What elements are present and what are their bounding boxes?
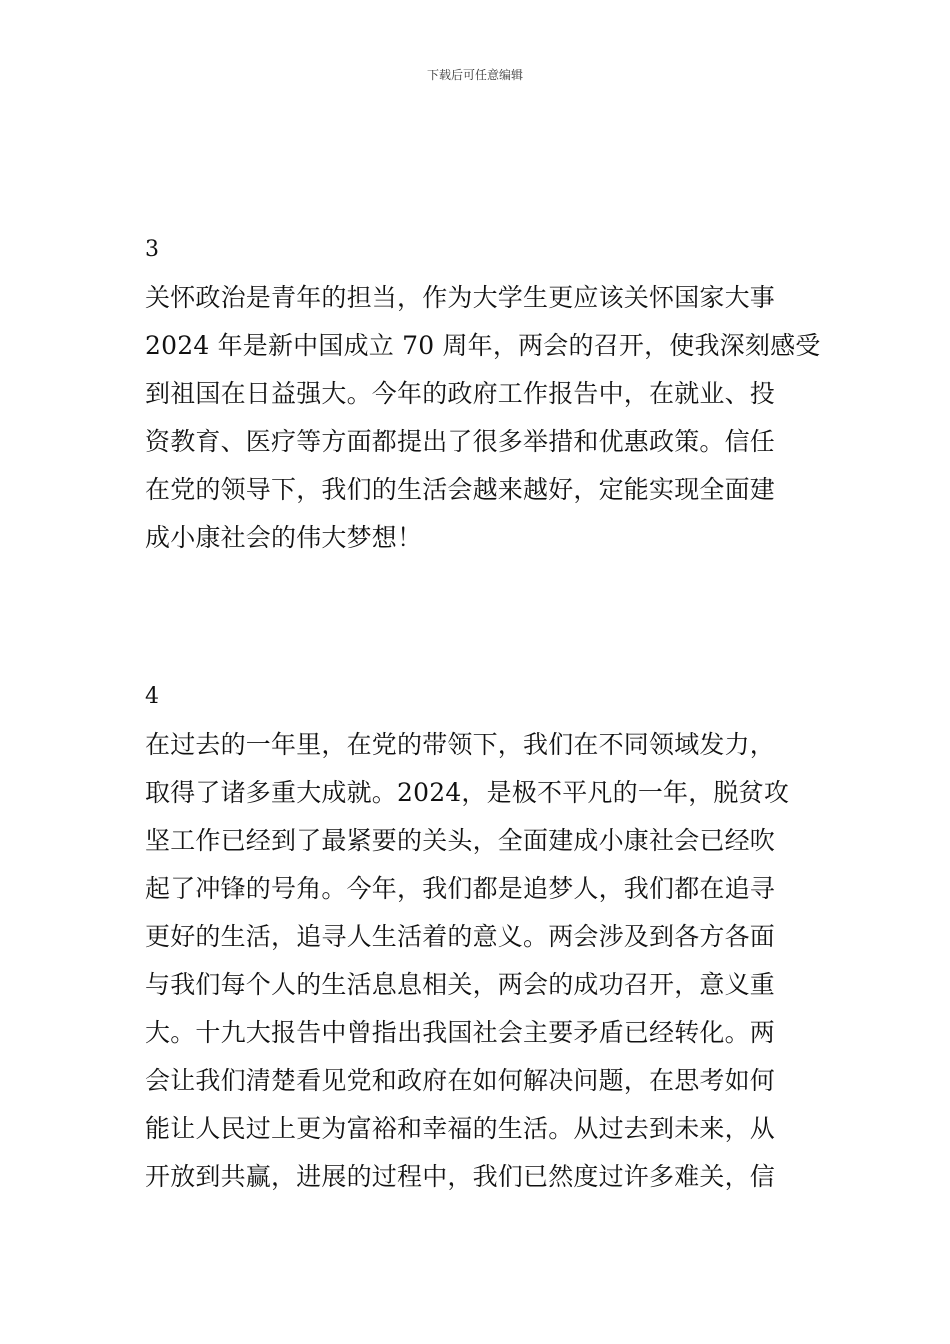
text-line: 在党的领导下，我们的生活会越来越好，定能实现全面建 xyxy=(145,475,776,504)
text-line: 资教育、医疗等方面都提出了很多举措和优惠政策。信任 xyxy=(145,427,776,456)
section-4 xyxy=(145,685,807,1201)
section-3 xyxy=(145,237,821,562)
text-line: 坚工作已经到了最紧要的关头，全面建成小康社会已经吹 xyxy=(145,826,776,855)
text-line: 大。十九大报告中曾指出我国社会主要矛盾已经转化。两 xyxy=(145,1018,776,1047)
text-line: 关怀政治是青年的担当，作为大学生更应该关怀国家大事 xyxy=(145,283,776,312)
text-line: 到祖国在日益强大。今年的政府工作报告中，在就业、投 xyxy=(145,379,776,408)
text-line: 与我们每个人的生活息息相关，两会的成功召开，意义重 xyxy=(145,970,776,999)
text-line: 2024 年是新中国成立 70 周年，两会的召开，使我深刻感受 xyxy=(145,331,821,360)
text-line: 成小康社会的伟大梦想！ xyxy=(145,523,423,552)
paragraph xyxy=(145,274,821,562)
section-number: 4 xyxy=(145,684,159,709)
text-line: 开放到共赢，进展的过程中，我们已然度过许多难关，信 xyxy=(145,1162,776,1191)
text-line: 在过去的一年里，在党的带领下，我们在不同领域发力， xyxy=(145,730,776,759)
section-number: 3 xyxy=(145,237,159,262)
text-line: 会让我们清楚看见党和政府在如何解决问题，在思考如何 xyxy=(145,1066,776,1095)
text-line: 取得了诸多重大成就。2024，是极不平凡的一年，脱贫攻 xyxy=(145,778,790,807)
paragraph xyxy=(145,721,807,1201)
text-line: 更好的生活，追寻人生活着的意义。两会涉及到各方各面 xyxy=(145,922,776,951)
text-line: 起了冲锋的号角。今年，我们都是追梦人，我们都在追寻 xyxy=(145,874,776,903)
header-note: 下载后可任意编辑 xyxy=(426,68,523,82)
text-line: 能让人民过上更为富裕和幸福的生活。从过去到未来，从 xyxy=(145,1114,776,1143)
